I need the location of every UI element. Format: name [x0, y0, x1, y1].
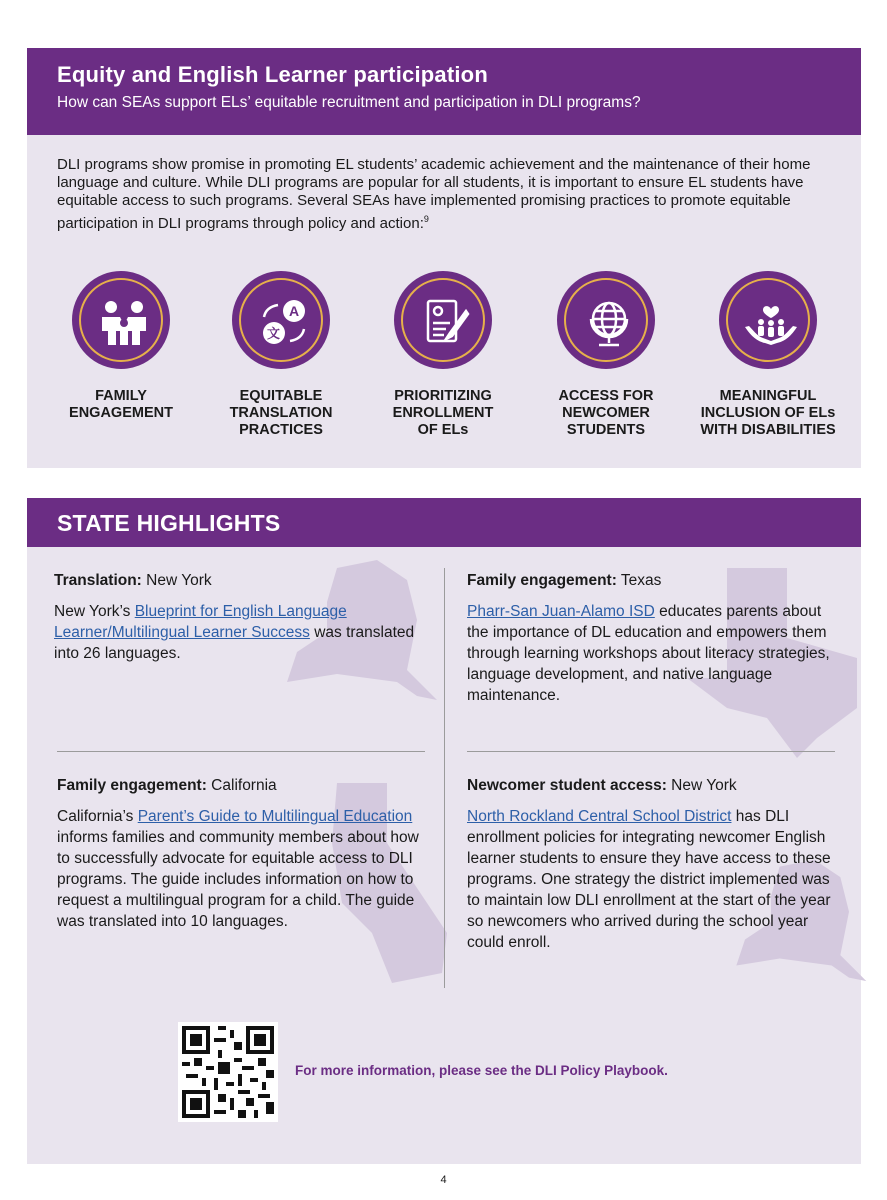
enrollment-form-icon: [394, 271, 492, 369]
north-rockland-link[interactable]: North Rockland Central School District: [467, 808, 732, 825]
globe-icon: [557, 271, 655, 369]
row-divider-left: [57, 751, 425, 752]
intro-text: DLI programs show promise in promoting EL students’ academic achievement and the maintenance of their home language and culture. While DLI programs are popular for all students, it is important to ensure EL students have equitable access to such programs. Several SEAs have implemented promising practices to promote equitable participation in DLI programs through policy and action:: [57, 156, 811, 232]
state-highlights-header: [27, 498, 861, 547]
equity-header: [27, 48, 861, 135]
icon-label-newcomer: ACCESS FOR NEWCOMER STUDENTS: [558, 388, 654, 438]
svg-text:A: A: [289, 303, 300, 319]
highlight-family-tx: Family engagement: Texas Pharr-San Juan-Alamo ISD educates parents about the importance of DL education and empowers them through learning workshops about literacy strategies, language development, and native language maintenance.: [467, 572, 830, 704]
icon-label-enrollment: PRIORITIZING ENROLLMENT OF ELs: [392, 388, 494, 438]
equity-intro: [57, 156, 847, 233]
more-info-note: For more information, please see the DLI Policy Playbook.: [295, 1063, 668, 1078]
column-divider: [444, 568, 445, 988]
page-number: 4: [440, 1174, 447, 1186]
icon-label-translation: EQUITABLE TRANSLATION PRACTICES: [229, 388, 333, 438]
equity-subtitle: How can SEAs support ELs’ equitable recruitment and participation in DLI programs?: [57, 94, 641, 111]
state-highlights-panel: [27, 498, 861, 1164]
highlight-family-ca: Family engagement: California California’s Parent’s Guide to Multilingual Education informs families and community members about how to successfully advocate for equitable access to DLI programs. The guide includes information on how to request a multilingual program for a child. The guide was translated into 10 languages.: [57, 777, 419, 930]
state-highlights-title: STATE HIGHLIGHTS: [57, 510, 281, 536]
icon-label-family: FAMILY ENGAGEMENT: [69, 388, 173, 421]
family-icon: [72, 271, 170, 369]
icon-label-inclusion: MEANINGFUL INCLUSION OF ELs WITH DISABILITIES: [700, 388, 836, 438]
equity-title: Equity and English Learner participation: [57, 62, 488, 87]
blueprint-link[interactable]: Blueprint for English Language Learner/Multilingual Learner Success: [54, 603, 347, 641]
highlight-translation-ny: Translation: New York New York’s Blueprint for English Language Learner/Multilingual Learner Success was translated into 26 languages.: [54, 572, 415, 662]
svg-text:文: 文: [267, 327, 281, 342]
footnote-marker: 9: [423, 214, 429, 224]
row-divider-right: [467, 751, 835, 752]
parents-guide-link[interactable]: Parent’s Guide to Multilingual Education: [137, 808, 413, 825]
translation-icon: [232, 271, 330, 369]
qr-code-icon[interactable]: [178, 1022, 278, 1122]
highlight-newcomer-ny: Newcomer student access: New York North Rockland Central School District has DLI enrollment policies for integrating newcomer English learner students to ensure they have access to these programs. One strategy the district implemented was to maintain low DLI enrollment at the start of the year so newcomers who arrived during the school year could enroll.: [467, 777, 831, 951]
equity-panel: [27, 48, 861, 468]
inclusion-hands-icon: [719, 271, 817, 369]
pharr-isd-link[interactable]: Pharr-San Juan-Alamo ISD: [467, 603, 655, 620]
